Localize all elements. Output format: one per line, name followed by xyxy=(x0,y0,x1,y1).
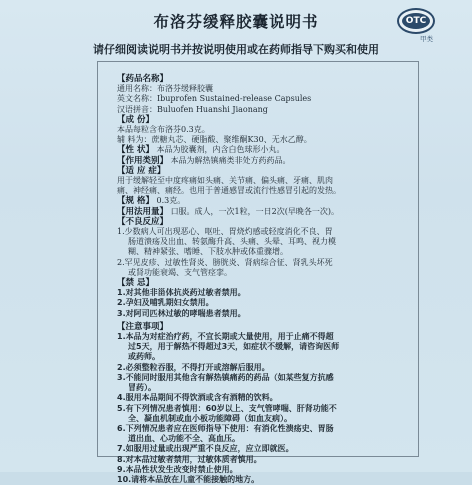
ingredients-line-1: 本品每粒含布洛芬0.3克。 xyxy=(117,125,210,135)
caution-line: 4.服用本品期间不得饮酒或含有酒精的饮料。 xyxy=(117,393,278,403)
caution-heading: 【注意事项】 xyxy=(117,321,169,332)
category-text: 本品为解热镇痛类非处方药药品。 xyxy=(170,155,291,165)
name-common: 通用名称：布洛芬缓释胶囊 xyxy=(117,84,213,94)
otc-badge xyxy=(397,8,435,34)
ingredients-heading: 【成 份】 xyxy=(117,114,154,125)
contra-line: 1.对其他非甾体抗炎药过敏者禁用。 xyxy=(117,288,246,298)
caution-line: 2.必须整粒吞服，不得打开或溶解后服用。 xyxy=(117,362,270,372)
caution-line: 1.本品为对症治疗药，不宜长期或大量使用，用于止痛不得超 xyxy=(117,332,334,342)
otc-badge-label: OTC xyxy=(402,13,430,29)
contra-line: 2.孕妇及哺乳期妇女禁用。 xyxy=(117,298,214,308)
adverse-line: 糊、精神紧张、嗜睡、下肢水肿或体重骤增。 xyxy=(128,247,288,257)
caution-line: 过5天，用于解热不得超过3天，如症状不缓解，请咨询医师 xyxy=(128,342,340,352)
otc-category-label: 甲类 xyxy=(420,35,433,43)
caution-line: 冒药）。 xyxy=(128,383,156,393)
leaflet-body xyxy=(117,74,413,485)
adverse-line: 或肾功能衰竭、支气管痉挛。 xyxy=(128,267,232,277)
caution-line: 8.对本品过敏者禁用，过敏体质者慎用。 xyxy=(117,454,262,464)
name-pinyin: 汉语拼音：Buluofen Huanshi Jiaonang xyxy=(117,104,268,114)
indication-line: 痛、神经痛、痛经。也用于普通感冒或流行性感冒引起的发热。 xyxy=(117,186,341,196)
caution-line: 3.不能同时服用其他含有解热镇痛药的药品（如某些复方抗感 xyxy=(117,372,334,382)
spec-heading: 【规 格】 xyxy=(117,196,154,207)
caution-line: 6.下列情况患者应在医师指导下使用：有消化性溃疡史、胃肠 xyxy=(117,423,334,433)
caution-line: 或药师。 xyxy=(128,352,160,362)
character-text: 本品为胶囊剂，内含白色球形小丸。 xyxy=(156,145,285,155)
spec-text: 0.3克。 xyxy=(156,196,186,206)
caution-line: 全、凝血机制或血小板功能障碍（如血友病）。 xyxy=(128,413,292,423)
indication-line: 用于缓解轻至中度疼痛如头痛、关节痛、偏头痛、牙痛、肌肉 xyxy=(117,176,333,186)
usage-advice: 请仔细阅读说明书并按说明使用或在药师指导下购买和使用 xyxy=(93,43,379,56)
adverse-line: 1.少数病人可出现恶心、呕吐、胃烧灼感或轻度消化不良、胃 xyxy=(117,227,333,237)
character-heading: 【性 状】 xyxy=(117,145,154,156)
indication-heading: 【适 应 症】 xyxy=(117,165,166,176)
caution-line: 9.本品性状发生改变时禁止使用。 xyxy=(117,464,238,474)
contra-line: 3.对阿司匹林过敏的哮喘患者禁用。 xyxy=(117,308,246,318)
caution-line: 10.请将本品放在儿童不能接触的地方。 xyxy=(117,474,260,484)
contra-heading: 【禁 忌】 xyxy=(117,278,154,289)
caution-line: 道出血、心功能不全、高血压。 xyxy=(128,434,240,444)
name-english: 英文名称：Ibuprofen Sustained-release Capsules xyxy=(117,94,312,104)
ingredients-line-2: 辅 料为：蔗糖丸芯、硬脂酸、聚维酮K30、无水乙醇。 xyxy=(117,135,312,145)
document-title: 布洛芬缓释胶囊说明书 xyxy=(153,12,319,31)
category-heading: 【作用类别】 xyxy=(117,155,169,166)
usage-text: 口服。成人，一次1粒，一日2次(早晚各一次)。 xyxy=(170,206,339,216)
adverse-line: 肠道溃疡及出血、转氨酶升高、头痛、头晕、耳鸣、视力模 xyxy=(128,237,336,247)
usage-heading: 【用法用量】 xyxy=(117,206,169,217)
name-heading: 【药品名称】 xyxy=(117,74,169,84)
adverse-heading: 【不良反应】 xyxy=(117,216,169,227)
caution-line: 5.有下列情况患者慎用：60岁以上、支气管哮喘、肝肾功能不 xyxy=(117,403,337,413)
caution-line: 7.如服用过量或出现严重不良反应，应立即就医。 xyxy=(117,444,294,454)
adverse-line: 2.罕见皮疹、过敏性肾炎、膀胱炎、肾病综合征、肾乳头坏死 xyxy=(117,257,333,267)
